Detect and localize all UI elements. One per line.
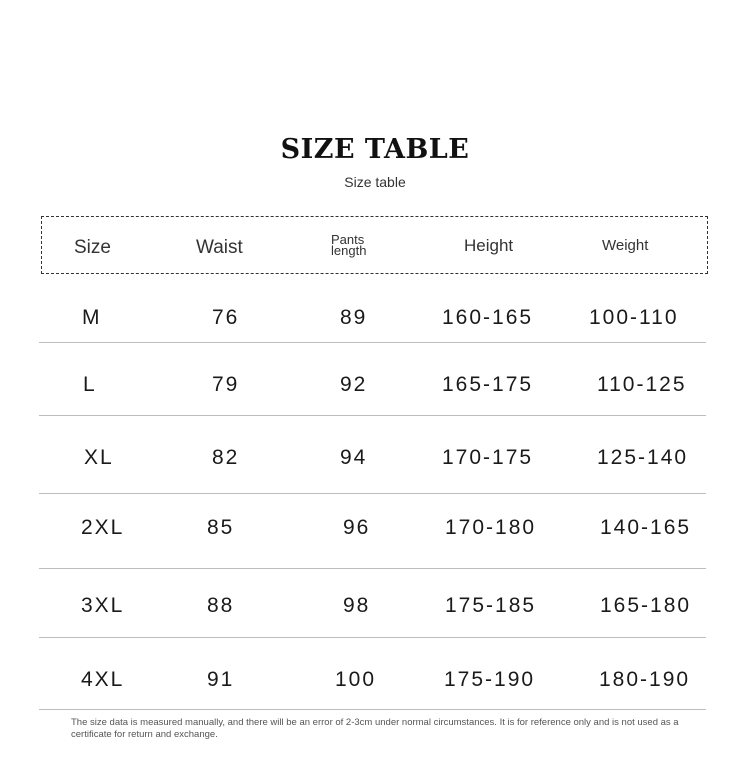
row-divider [39, 342, 706, 343]
cell-pants-length: 100 [335, 668, 377, 691]
cell-height: 175-190 [444, 668, 536, 691]
cell-size: XL [84, 446, 114, 469]
cell-weight: 125-140 [597, 446, 689, 469]
cell-waist: 82 [212, 446, 240, 469]
cell-height: 175-185 [445, 594, 537, 617]
header-weight: Weight [602, 237, 649, 254]
row-divider [39, 415, 706, 416]
header-size: Size [74, 237, 111, 258]
cell-height: 160-165 [442, 306, 534, 329]
cell-height: 165-175 [442, 373, 534, 396]
page-title: SIZE TABLE [280, 134, 470, 165]
cell-pants-length: 92 [340, 373, 368, 396]
header-pants-line2: length [331, 243, 367, 258]
cell-pants-length: 98 [343, 594, 371, 617]
row-divider [39, 709, 706, 710]
cell-size: L [83, 373, 97, 396]
row-divider [39, 493, 706, 494]
cell-height: 170-180 [445, 516, 537, 539]
cell-waist: 85 [207, 516, 235, 539]
cell-weight: 100-110 [589, 306, 679, 329]
row-divider [39, 637, 706, 638]
cell-size: 2XL [81, 516, 125, 539]
header-waist: Waist [196, 237, 243, 258]
cell-height: 170-175 [442, 446, 534, 469]
table-header [41, 216, 708, 274]
header-pants-length [331, 234, 366, 256]
header-height: Height [464, 236, 514, 255]
cell-pants-length: 96 [343, 516, 371, 539]
cell-weight: 140-165 [600, 516, 692, 539]
cell-waist: 79 [212, 373, 240, 396]
cell-waist: 88 [207, 594, 235, 617]
disclaimer-note: The size data is measured manually, and there will be an error of 2-3cm under normal circumstances. It is for reference only and is not used as a certificate for return and exchange. [71, 717, 679, 740]
cell-weight: 165-180 [600, 594, 692, 617]
cell-weight: 110-125 [597, 373, 687, 396]
cell-pants-length: 94 [340, 446, 368, 469]
cell-waist: 76 [212, 306, 240, 329]
cell-size: 3XL [81, 594, 125, 617]
row-divider [39, 568, 706, 569]
cell-waist: 91 [207, 668, 235, 691]
header-pants-line1: Pants [331, 232, 365, 247]
page-subtitle: Size table [344, 174, 406, 190]
cell-size: M [82, 306, 102, 329]
cell-weight: 180-190 [599, 668, 691, 691]
cell-size: 4XL [81, 668, 125, 691]
cell-pants-length: 89 [340, 306, 368, 329]
